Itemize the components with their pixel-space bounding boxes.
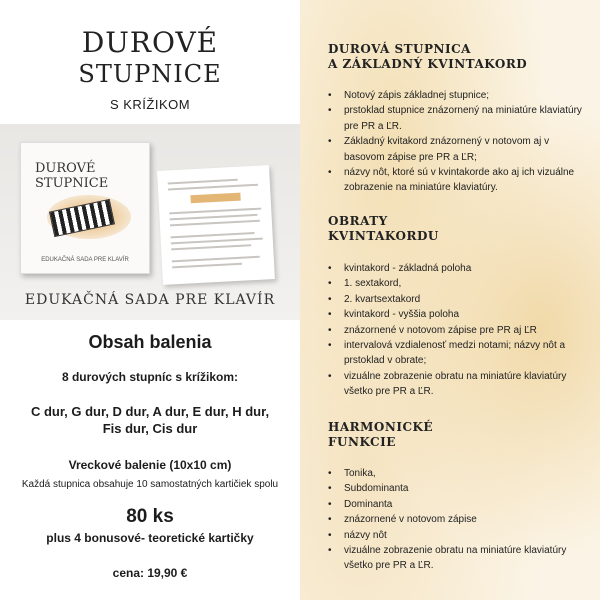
pocket-size: Vreckové balenie (10x10 cm) xyxy=(68,458,232,472)
list-item: • názvy nôt, ktoré sú v kvintakorde ako aj ich vizuálne zobrazenie na miniatúre klaviatúry. xyxy=(326,165,588,196)
box-title-line1: DUROVÉ xyxy=(35,161,96,176)
list-item: • názvy nôt xyxy=(326,528,588,543)
card-text-line xyxy=(172,256,260,263)
list-item: • znázornené v notovom zápise pre PR aj ĽR xyxy=(326,323,588,338)
list-item: • intervalová vzdialenosť medzi notami; názvy nôt a prstoklad v obrate; xyxy=(326,338,588,369)
card-text-line xyxy=(168,184,258,191)
card-count: 80 ks xyxy=(126,506,174,527)
box-footer-text: EDUKAČNÁ SADA PRE KLAVÍR xyxy=(41,257,129,263)
right-panel xyxy=(300,0,600,600)
list-item: • znázornené v notovom zápise xyxy=(326,512,588,527)
card-text-line xyxy=(170,214,258,221)
main-title-line2: STUPNICE xyxy=(78,60,222,88)
list-item: • Notový zápis základnej stupnice; xyxy=(326,88,588,103)
card-text-line xyxy=(172,263,242,269)
price: cena: 19,90 € xyxy=(112,566,188,580)
theory-card xyxy=(157,165,275,285)
card-text-line xyxy=(171,232,255,238)
main-subtitle: S KRÍŽIKOM xyxy=(109,97,191,112)
list-item: • 1. sextakord, xyxy=(326,276,588,291)
card-text-line xyxy=(171,244,251,250)
section-1-list xyxy=(326,88,588,196)
contents-heading: Obsah balenia xyxy=(88,332,212,352)
list-item: • vizuálne zobrazenie obratu na miniatúre klaviatúry všetko pre PR a ĽR. xyxy=(326,543,588,574)
list-item: • kvintakord - základná poloha xyxy=(326,261,588,276)
card-highlight xyxy=(190,193,240,204)
section-3-list xyxy=(326,466,588,574)
product-box xyxy=(20,142,150,274)
list-item: • 2. kvartsextakord xyxy=(326,292,588,307)
product-line: EDUKAČNÁ SADA PRE KLAVÍR xyxy=(24,292,276,308)
scales-intro: 8 durových stupníc s krížikom: xyxy=(61,370,239,384)
list-item: • vizuálne zobrazenie obratu na miniatúre klaviatúry všetko pre PR a ĽR. xyxy=(326,369,588,400)
scales-list-1: C dur, G dur, D dur, A dur, E dur, H dur, xyxy=(30,404,270,419)
list-item: • prstoklad stupnice znázornený na miniatúre klaviatúry pre PR a ĽR. xyxy=(326,103,588,134)
card-text-line xyxy=(170,220,260,227)
per-scale-note: Každá stupnica obsahuje 10 samostatných kartičiek spolu xyxy=(21,479,279,490)
scales-list-2: Fis dur, Cis dur xyxy=(102,421,198,436)
list-item: • Tonika, xyxy=(326,466,588,481)
section-2-title: OBRATY KVINTAKORDU xyxy=(328,214,439,243)
bonus-cards: plus 4 bonusové- teoretické kartičky xyxy=(46,531,254,545)
section-1-title: DUROVÁ STUPNICA A ZÁKLADNÝ KVINTAKORD xyxy=(328,42,528,71)
list-item: • Základný kvitakord znázornený v notovom aj v basovom zápise pre PR a ĽR; xyxy=(326,134,588,165)
main-title-line1: DUROVÉ xyxy=(81,26,219,59)
card-text-line xyxy=(168,179,238,185)
product-photo xyxy=(0,124,300,320)
list-item: • Dominanta xyxy=(326,497,588,512)
list-item: • Subdominanta xyxy=(326,481,588,496)
section-3-title: HARMONICKÉ FUNKCIE xyxy=(328,420,434,449)
box-title-line2: STUPNICE xyxy=(35,176,109,191)
list-item: • kvintakord - vyššia poloha xyxy=(326,307,588,322)
section-2-list xyxy=(326,261,588,400)
